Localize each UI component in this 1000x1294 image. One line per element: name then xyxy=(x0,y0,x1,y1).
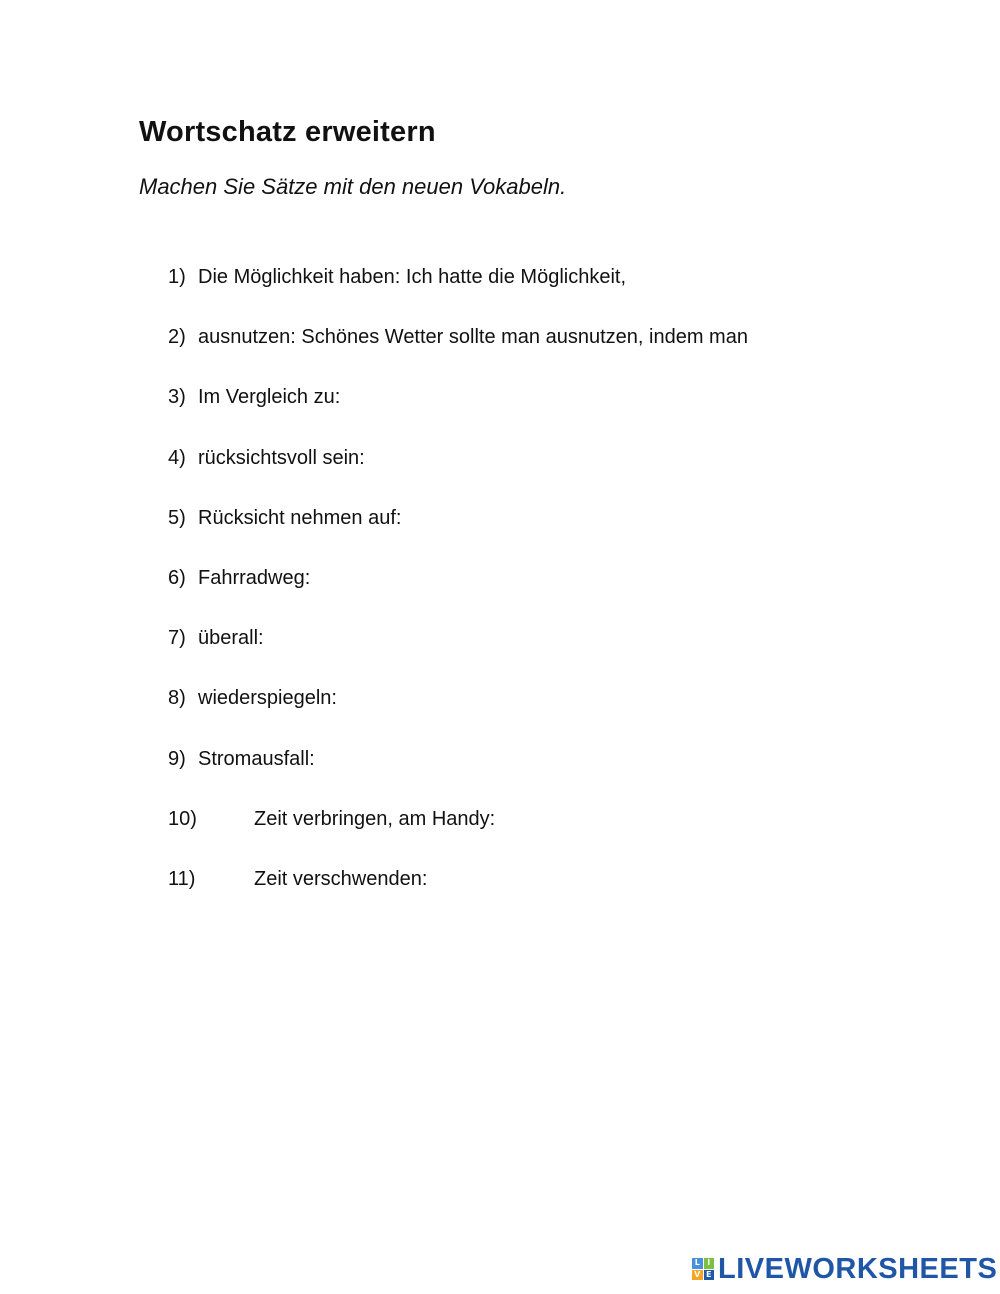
item-text: wiederspiegeln: xyxy=(198,687,337,710)
list-item xyxy=(168,804,748,864)
item-number: 2) xyxy=(168,326,186,349)
list-item xyxy=(168,382,748,442)
instruction-text: Machen Sie Sätze mit den neuen Vokabeln. xyxy=(139,174,567,199)
list-item xyxy=(168,563,748,623)
item-number: 5) xyxy=(168,506,186,529)
item-text: Stromausfall: xyxy=(198,747,315,770)
item-text: Rücksicht nehmen auf: xyxy=(198,506,402,529)
item-number: 4) xyxy=(168,446,186,469)
list-item xyxy=(168,322,748,382)
item-number: 7) xyxy=(168,627,186,650)
item-text: überall: xyxy=(198,627,264,650)
list-item xyxy=(168,503,748,563)
item-text: Fahrradweg: xyxy=(198,566,311,589)
vocabulary-list xyxy=(168,262,748,924)
item-number: 8) xyxy=(168,687,186,710)
list-item xyxy=(168,744,748,804)
list-item xyxy=(168,443,748,503)
list-item xyxy=(168,864,748,924)
liveworksheets-logo xyxy=(692,1254,997,1284)
item-text: Zeit verbringen, am Handy: xyxy=(254,807,496,830)
item-number: 9) xyxy=(168,747,186,770)
list-item xyxy=(168,262,748,322)
item-number: 10) xyxy=(168,807,197,830)
list-item xyxy=(168,683,748,743)
item-text: Die Möglichkeit haben: Ich hatte die Möglichkeit, xyxy=(198,266,627,288)
item-number: 6) xyxy=(168,566,186,589)
item-text: Im Vergleich zu: xyxy=(198,386,341,409)
page-title: Wortschatz erweitern xyxy=(139,116,436,148)
item-text: rücksichtsvoll sein: xyxy=(198,446,365,469)
item-number: 1) xyxy=(168,266,186,288)
liveworksheets-icon: L I V E xyxy=(692,1258,714,1280)
item-number: 3) xyxy=(168,386,186,409)
brand-name: LIVEWORKSHEETS xyxy=(718,1252,998,1285)
item-number: 11) xyxy=(168,867,196,890)
item-text: Zeit verschwenden: xyxy=(254,867,428,890)
item-text: ausnutzen: Schönes Wetter sollte man ausnutzen, indem man xyxy=(198,326,748,349)
list-item xyxy=(168,623,748,683)
